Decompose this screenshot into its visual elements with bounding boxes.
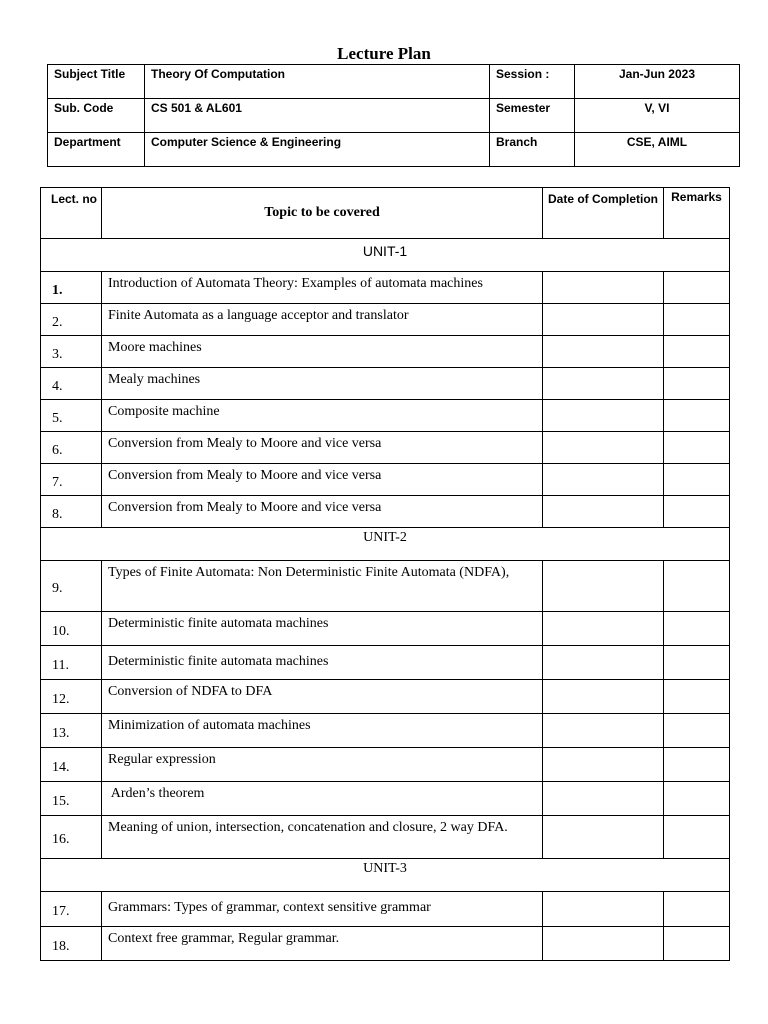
lecture-topic: Introduction of Automata Theory: Examples of automata machines: [102, 272, 543, 304]
department-label: Department: [48, 133, 145, 167]
lecture-number: 8.: [41, 496, 102, 528]
subject-title-value: Theory Of Computation: [145, 65, 490, 99]
date-of-completion-cell: [543, 680, 664, 714]
header-remarks: Remarks: [664, 188, 730, 239]
remarks-cell: [664, 272, 730, 304]
table-row: [41, 304, 730, 336]
lecture-number: 16.: [41, 816, 102, 859]
remarks-cell: [664, 432, 730, 464]
date-of-completion-cell: [543, 782, 664, 816]
date-of-completion-cell: [543, 336, 664, 368]
remarks-cell: [664, 464, 730, 496]
info-row-code: [48, 99, 740, 133]
table-row: [41, 336, 730, 368]
remarks-cell: [664, 892, 730, 927]
remarks-cell: [664, 680, 730, 714]
header-date-of-completion: Date of Completion: [543, 188, 664, 239]
sub-code-label: Sub. Code: [48, 99, 145, 133]
remarks-cell: [664, 400, 730, 432]
table-row: [41, 816, 730, 859]
table-header-row: [41, 188, 730, 239]
remarks-cell: [664, 646, 730, 680]
lecture-number: 6.: [41, 432, 102, 464]
remarks-cell: [664, 816, 730, 859]
semester-value: V, VI: [575, 99, 740, 133]
date-of-completion-cell: [543, 646, 664, 680]
table-row: [41, 892, 730, 927]
date-of-completion-cell: [543, 496, 664, 528]
table-row: [41, 561, 730, 612]
branch-value: CSE, AIML: [575, 133, 740, 167]
remarks-cell: [664, 496, 730, 528]
remarks-cell: [664, 748, 730, 782]
table-row: [41, 464, 730, 496]
lecture-number: 14.: [41, 748, 102, 782]
lecture-topic: Deterministic finite automata machines: [102, 612, 543, 646]
date-of-completion-cell: [543, 816, 664, 859]
date-of-completion-cell: [543, 892, 664, 927]
lecture-topic: Moore machines: [102, 336, 543, 368]
date-of-completion-cell: [543, 400, 664, 432]
lecture-number: 5.: [41, 400, 102, 432]
lecture-topic: Regular expression: [102, 748, 543, 782]
sub-code-value: CS 501 & AL601: [145, 99, 490, 133]
table-row: [41, 714, 730, 748]
lecture-topic: Mealy machines: [102, 368, 543, 400]
date-of-completion-cell: [543, 304, 664, 336]
unit-row-2: [41, 528, 730, 561]
remarks-cell: [664, 368, 730, 400]
lecture-number: 1.: [41, 272, 102, 304]
subject-title-label: Subject Title: [48, 65, 145, 99]
table-row: [41, 496, 730, 528]
table-row: [41, 400, 730, 432]
lecture-number: 10.: [41, 612, 102, 646]
lecture-number: 12.: [41, 680, 102, 714]
lecture-topic: Conversion from Mealy to Moore and vice versa: [102, 432, 543, 464]
lecture-number: 4.: [41, 368, 102, 400]
lecture-topic: Conversion from Mealy to Moore and vice versa: [102, 496, 543, 528]
remarks-cell: [664, 612, 730, 646]
table-row: [41, 368, 730, 400]
remarks-cell: [664, 927, 730, 961]
date-of-completion-cell: [543, 368, 664, 400]
session-value: Jan-Jun 2023: [575, 65, 740, 99]
lecture-topic: Conversion of NDFA to DFA: [102, 680, 543, 714]
course-info-table: [47, 64, 740, 167]
branch-label: Branch: [490, 133, 575, 167]
lecture-topic: Conversion from Mealy to Moore and vice versa: [102, 464, 543, 496]
date-of-completion-cell: [543, 612, 664, 646]
table-row: [41, 782, 730, 816]
info-row-department: [48, 133, 740, 167]
remarks-cell: [664, 304, 730, 336]
table-row: [41, 646, 730, 680]
date-of-completion-cell: [543, 464, 664, 496]
lecture-number: 13.: [41, 714, 102, 748]
semester-label: Semester: [490, 99, 575, 133]
remarks-cell: [664, 782, 730, 816]
lecture-number: 9.: [41, 561, 102, 612]
table-row: [41, 927, 730, 961]
header-lect-no: Lect. no: [41, 188, 102, 239]
lecture-number: 11.: [41, 646, 102, 680]
lecture-number: 15.: [41, 782, 102, 816]
lecture-number: 18.: [41, 927, 102, 961]
unit-row-1: [41, 239, 730, 272]
page-title: Lecture Plan: [337, 44, 431, 63]
lecture-topic: Context free grammar, Regular grammar.: [102, 927, 543, 961]
unit-3-heading: UNIT-3: [41, 859, 730, 892]
lecture-topic: Finite Automata as a language acceptor and translator: [102, 304, 543, 336]
unit-row-3: [41, 859, 730, 892]
session-label: Session :: [490, 65, 575, 99]
date-of-completion-cell: [543, 748, 664, 782]
lecture-plan-table: [40, 187, 730, 961]
lecture-topic: Minimization of automata machines: [102, 714, 543, 748]
lecture-topic: Composite machine: [102, 400, 543, 432]
lecture-number: 17.: [41, 892, 102, 927]
date-of-completion-cell: [543, 272, 664, 304]
lecture-topic: Meaning of union, intersection, concatenation and closure, 2 way DFA.: [102, 816, 543, 859]
lecture-topic: Deterministic finite automata machines: [102, 646, 543, 680]
unit-1-heading: UNIT-1: [41, 239, 730, 272]
lecture-number: 7.: [41, 464, 102, 496]
lecture-topic: Types of Finite Automata: Non Deterministic Finite Automata (NDFA),: [102, 561, 543, 612]
table-row: [41, 432, 730, 464]
table-row: [41, 612, 730, 646]
table-row: [41, 680, 730, 714]
date-of-completion-cell: [543, 432, 664, 464]
table-row: [41, 748, 730, 782]
lecture-number: 2.: [41, 304, 102, 336]
header-topic: Topic to be covered: [102, 188, 543, 239]
unit-2-heading: UNIT-2: [41, 528, 730, 561]
remarks-cell: [664, 714, 730, 748]
department-value: Computer Science & Engineering: [145, 133, 490, 167]
lecture-topic: Grammars: Types of grammar, context sensitive grammar: [102, 892, 543, 927]
remarks-cell: [664, 336, 730, 368]
date-of-completion-cell: [543, 561, 664, 612]
remarks-cell: [664, 561, 730, 612]
date-of-completion-cell: [543, 714, 664, 748]
lecture-number: 3.: [41, 336, 102, 368]
info-row-subject: [48, 65, 740, 99]
lecture-topic: Arden’s theorem: [102, 782, 543, 816]
date-of-completion-cell: [543, 927, 664, 961]
table-row: [41, 272, 730, 304]
